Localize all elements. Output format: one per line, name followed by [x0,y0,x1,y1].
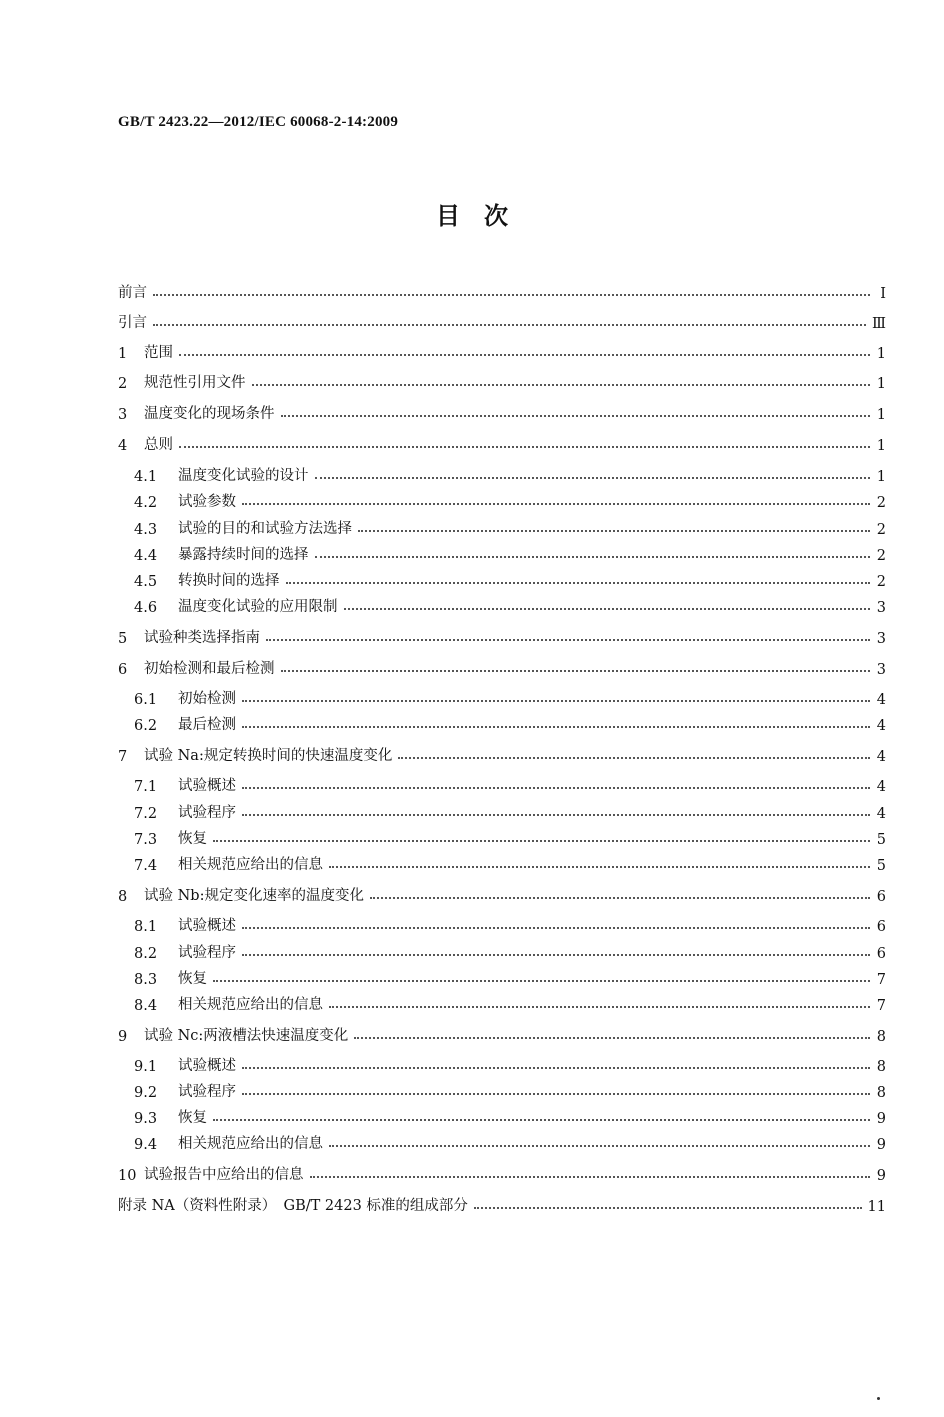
toc-entry-label: 试验的目的和试验方法选择 [178,521,352,537]
toc-entry-page: 4 [876,692,886,708]
dot-leader [252,384,871,386]
toc-entry-label: 初始检测 [178,691,236,707]
toc-entry[interactable] [118,370,886,392]
toc-entry[interactable] [134,542,886,564]
toc-entry[interactable] [118,1193,886,1215]
toc-entry-page: 8 [876,1085,886,1101]
toc-entry-number: 9.2 [134,1085,158,1101]
toc-entry[interactable] [118,743,886,765]
toc-entry-label: 试验参数 [178,494,236,510]
toc-entry-page: 4 [876,749,886,765]
toc-entry-number: 6 [118,662,128,678]
toc-entry-page: 6 [876,889,886,905]
dot-leader [213,1119,870,1121]
dot-leader [213,980,870,982]
toc-entry-label: 试验概述 [178,1058,236,1074]
dot-leader [315,556,871,558]
toc-entry[interactable] [134,826,886,848]
toc-entry[interactable] [118,340,886,362]
toc-entry-label: 相关规范应给出的信息 [178,857,323,873]
toc-entry-page: 9 [876,1137,886,1153]
toc-entry[interactable] [134,852,886,874]
toc-entry-page: 6 [876,919,886,935]
toc-entry[interactable] [118,432,886,454]
dot-leader [281,415,871,417]
toc-entry[interactable] [134,489,886,511]
toc-entry[interactable] [134,913,886,935]
toc-entry[interactable] [134,1131,886,1153]
toc-entry-label: 温度变化试验的设计 [178,468,309,484]
toc-entry-number: 4.2 [134,495,158,511]
toc-entry[interactable] [134,516,886,538]
dot-leader [242,726,870,728]
toc-entry-label: 最后检测 [178,717,236,733]
toc-entry-label: 试验概述 [178,778,236,794]
toc-entry-label: 恢复 [178,831,207,847]
toc-entry-label: 相关规范应给出的信息 [178,1136,323,1152]
dot-leader [242,1093,870,1095]
toc-entry-number: 9 [118,1029,128,1045]
toc-entry-label: 试验 Na:规定转换时间的快速温度变化 [144,748,393,764]
toc-entry-number: 8.4 [134,998,158,1014]
toc-entry[interactable] [118,280,886,302]
toc-entry-label: 规范性引用文件 [144,375,246,391]
toc-entry[interactable] [134,686,886,708]
dot-leader [354,1037,870,1039]
toc-entry-label: 引言 [118,315,147,331]
toc-entry-page: 1 [876,438,886,454]
toc-entry[interactable] [118,883,886,905]
dot-leader [179,354,870,356]
toc-entry[interactable] [118,656,886,678]
document-header: GB/T 2423.22—2012/IEC 60068-2-14:2009 [118,114,399,130]
dot-leader [398,757,870,759]
toc-entry-number: 10 [118,1168,137,1184]
dot-leader [310,1176,871,1178]
dot-leader [242,814,870,816]
dot-leader [286,582,871,584]
dot-leader [344,608,871,610]
toc-entry-number: 2 [118,376,128,392]
toc-entry-label: 试验程序 [178,945,236,961]
toc-entry[interactable] [134,1053,886,1075]
toc-entry-number: 9.1 [134,1059,158,1075]
toc-entry-number: 8.3 [134,972,158,988]
toc-entry-number: 8 [118,889,128,905]
toc-entry-page: 5 [876,858,886,874]
toc-entry-label: 试验概述 [178,918,236,934]
toc-entry-number: 1 [118,346,128,362]
toc-entry-label: 恢复 [178,1110,207,1126]
toc-entry-page: 1 [876,407,886,423]
toc-entry[interactable] [134,966,886,988]
toc-entry-number: 4.4 [134,548,158,564]
toc-entry-label: 总则 [144,437,173,453]
toc-entry-page: 4 [876,806,886,822]
toc-entry[interactable] [134,1105,886,1127]
toc-entry-number: 7.1 [134,779,158,795]
toc-entry-number: 6.1 [134,692,158,708]
toc-entry[interactable] [118,1162,886,1184]
toc-entry-number: 7.3 [134,832,158,848]
dot-leader [242,927,870,929]
toc-entry-label: 试验 Nc:两液槽法快速温度变化 [144,1028,349,1044]
scan-speck [877,1397,880,1400]
dot-leader [242,700,870,702]
toc-entry[interactable] [134,1079,886,1101]
toc-entry-number: 5 [118,631,128,647]
toc-entry-label: 温度变化试验的应用限制 [178,599,338,615]
dot-leader [153,294,870,296]
toc-entry-page: 1 [876,469,886,485]
toc-entry[interactable] [134,594,886,616]
toc-entry-page: 7 [876,998,886,1014]
toc-entry-page: 3 [876,631,886,647]
toc-entry-page: 8 [876,1029,886,1045]
toc-entry-page: 2 [876,574,886,590]
dot-leader [370,897,870,899]
toc-entry-number: 9.4 [134,1137,158,1153]
toc-entry-number: 3 [118,407,128,423]
toc-entry[interactable] [118,1023,886,1045]
dot-leader [242,787,870,789]
toc-entry-number: 4.6 [134,600,158,616]
dot-leader [179,446,870,448]
toc-entry-label: 暴露持续时间的选择 [178,547,309,563]
toc-entry[interactable] [134,463,886,485]
dot-leader [266,639,870,641]
dot-leader [153,324,866,326]
toc-entry-label: 前言 [118,285,147,301]
toc-entry-number: 7.2 [134,806,158,822]
toc-entry-number: 4.5 [134,574,158,590]
dot-leader [315,477,871,479]
toc-entry-label: 试验程序 [178,805,236,821]
toc-entry[interactable] [134,940,886,962]
toc-entry-label: 试验 Nb:规定变化速率的温度变化 [144,888,364,904]
toc-entry-page: 2 [876,548,886,564]
toc-entry-page: 11 [867,1199,886,1215]
dot-leader [474,1207,862,1209]
toc-entry-page: 5 [876,832,886,848]
toc-entry-label: 温度变化的现场条件 [144,406,275,422]
toc-entry-number: 8.2 [134,946,158,962]
toc-entry-number: 7 [118,749,128,765]
dot-leader [242,503,870,505]
toc-entry-page: 9 [876,1168,886,1184]
toc-entry-page: 3 [876,662,886,678]
toc-entry-label: 初始检测和最后检测 [144,661,275,677]
dot-leader [329,866,870,868]
toc-entry[interactable] [134,992,886,1014]
toc-entry-label: 范围 [144,345,173,361]
toc-entry-page: 4 [876,779,886,795]
toc-entry[interactable] [134,712,886,734]
toc-entry-label: 恢复 [178,971,207,987]
dot-leader [329,1145,870,1147]
toc-entry-page: 9 [876,1111,886,1127]
toc-entry-number: 9.3 [134,1111,158,1127]
toc-entry-label: 试验种类选择指南 [144,630,260,646]
dot-leader [358,530,870,532]
dot-leader [281,670,871,672]
dot-leader [242,1067,870,1069]
toc-entry-label: 试验报告中应给出的信息 [144,1167,304,1183]
toc-entry-number: 4.3 [134,522,158,538]
dot-leader [242,954,870,956]
toc-entry[interactable] [118,401,886,423]
toc-entry-page: 1 [876,376,886,392]
toc-entry-number: 8.1 [134,919,158,935]
toc-entry-label: 附录 NA（资料性附录） GB/T 2423 标准的组成部分 [118,1198,468,1214]
toc-entry-label: 相关规范应给出的信息 [178,997,323,1013]
toc-entry-number: 4 [118,438,128,454]
toc-entry-number: 4.1 [134,469,158,485]
toc-entry-label: 转换时间的选择 [178,573,280,589]
toc-entry[interactable] [134,800,886,822]
toc-entry-page: 2 [876,495,886,511]
toc-entry-page: 2 [876,522,886,538]
dot-leader [329,1006,870,1008]
toc-entry-page: 8 [876,1059,886,1075]
toc-entry-label: 试验程序 [178,1084,236,1100]
toc-entry-page: 4 [876,718,886,734]
toc-entry-number: 7.4 [134,858,158,874]
toc-entry-page: 6 [876,946,886,962]
toc-entry[interactable] [134,773,886,795]
toc-entry[interactable] [134,568,886,590]
toc-entry-page: Ⅰ [880,286,886,302]
toc-entry-page: Ⅲ [872,316,886,332]
toc-entry-page: 3 [876,600,886,616]
page-title: 目 次 [436,202,508,230]
toc-entry-page: 7 [876,972,886,988]
toc-entry-number: 6.2 [134,718,158,734]
toc-entry[interactable] [118,625,886,647]
dot-leader [213,840,870,842]
toc-entry[interactable] [118,310,886,332]
toc-entry-page: 1 [876,346,886,362]
